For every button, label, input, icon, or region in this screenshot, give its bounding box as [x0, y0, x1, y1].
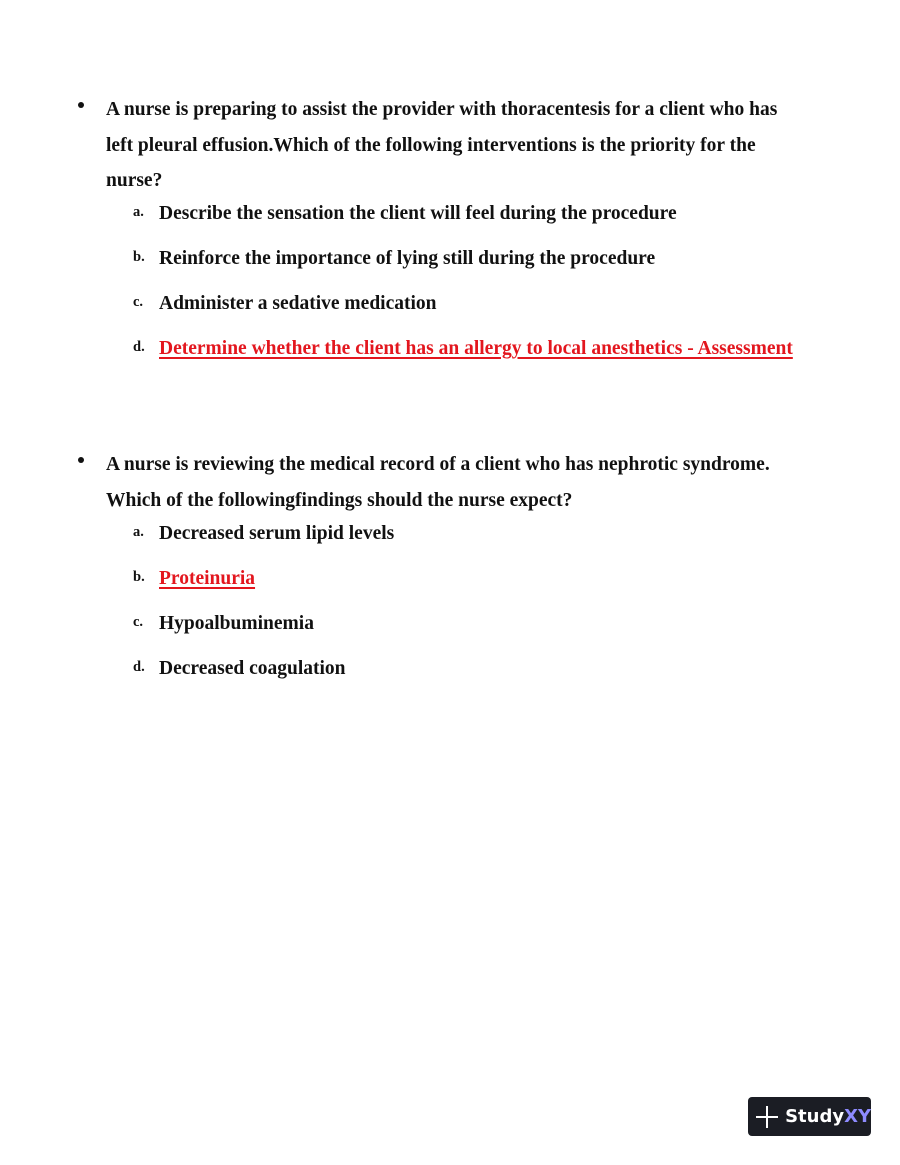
correct-answer-text: Proteinuria: [159, 568, 256, 589]
option-a: [0, 199, 900, 244]
question-stem: A nurse is preparing to assist the provider with thoracentesis for a client who has left pleural effusion.Which of the following interventions is the priority for the nurse?: [106, 99, 778, 191]
correct-answer-text: Determine whether the client has an allergy to local anesthetics - Assessment: [159, 338, 793, 359]
option-letter: d.: [133, 659, 145, 675]
option-text: Administer a sedative medication: [159, 293, 437, 314]
answer-options: [0, 199, 900, 379]
brand-name-xy: XY: [844, 1106, 871, 1127]
option-text: Hypoalbuminemia: [159, 613, 314, 634]
bullet-icon: [78, 96, 86, 104]
option-text: Describe the sensation the client will feel during the procedure: [159, 203, 677, 224]
option-text: Decreased coagulation: [159, 658, 346, 679]
option-letter: c.: [133, 294, 144, 310]
brand-name-study: Study: [785, 1106, 845, 1127]
option-b: [0, 244, 900, 289]
option-letter: a.: [133, 524, 144, 540]
question-stem: A nurse is reviewing the medical record of a client who has nephrotic syndrome. Which of the followingfindings should the nurse expect?: [106, 454, 770, 511]
option-d: [0, 654, 900, 699]
option-text: Reinforce the importance of lying still during the procedure: [159, 248, 656, 269]
option-letter: c.: [133, 614, 144, 630]
studyxy-logo[interactable]: [748, 1097, 871, 1136]
option-letter: d.: [133, 339, 145, 355]
plus-sparkle-icon: [756, 1106, 777, 1128]
answer-options: [0, 519, 900, 699]
option-letter: b.: [133, 249, 145, 265]
option-text: Decreased serum lipid levels: [159, 523, 395, 544]
option-letter: a.: [133, 204, 144, 220]
option-d: [0, 334, 900, 379]
option-b: [0, 564, 900, 609]
option-c: [0, 289, 900, 334]
option-letter: b.: [133, 569, 145, 585]
bullet-icon: [78, 451, 86, 459]
option-c: [0, 609, 900, 654]
option-a: [0, 519, 900, 564]
